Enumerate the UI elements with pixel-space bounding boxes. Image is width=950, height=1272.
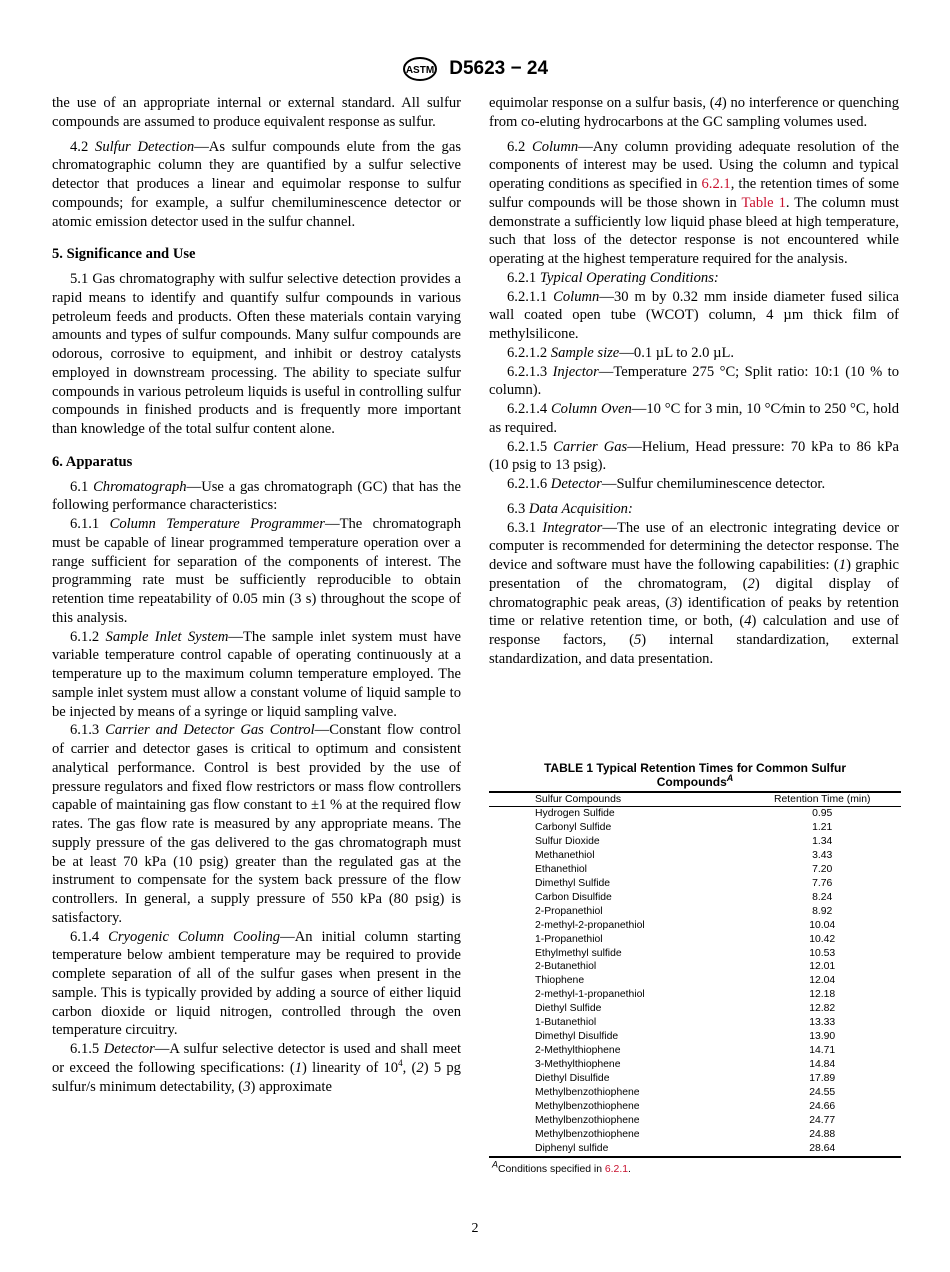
text-segment: —Sulfur chemiluminescence detector.	[601, 476, 826, 492]
text-segment: —10 °C for 3 min, 10 °C⁄min to 250 °C, hold as required.	[489, 401, 899, 436]
table-title-footnote-mark: A	[726, 773, 734, 783]
cross-reference-link[interactable]: Table 1	[741, 194, 786, 211]
text-segment: 5	[633, 632, 642, 648]
text-segment: —Use a gas chromatograph (GC) that has the following performance characteristics:	[52, 478, 461, 514]
table-row	[489, 1072, 901, 1086]
text-segment: . The column must demonstrate a sufficiently low liquid phase bleed at high temperature, such that loss of the detector response is not encountered while operating at the highest temperature required for the analysis.	[489, 194, 899, 267]
text-segment: —The chromatograph must be capable of linear programmed temperature operation over a range sufficient for separation of the components of interest. The programming rate must be sufficiently reproducible to obtain retention time repeatability of 0.05 min (3 s) throughout the scope of this analysis.	[52, 516, 461, 626]
text-segment: 6.2.1	[507, 269, 540, 286]
section-heading: 6. Apparatus	[52, 453, 133, 470]
text-segment: 6.2.1.3	[507, 363, 553, 380]
text-segment: —30 m by 0.32 mm inside diameter fused silica wall coated open tube (WCOT) column, 4 µm thick film of methylsilicone.	[489, 288, 900, 342]
footnote-text: Conditions specified in	[498, 1163, 605, 1175]
retention-time-cell: 24.66	[809, 1101, 836, 1113]
compound-cell: 1-Propanethiol	[535, 933, 603, 945]
paragraph	[52, 94, 461, 132]
retention-time-cell: 12.04	[809, 975, 836, 987]
compound-cell: 1-Butanethiol	[535, 1017, 597, 1029]
paragraph	[489, 500, 899, 519]
text-segment: ) 5 pg sulfur/s minimum detectability, (	[52, 1059, 461, 1095]
table-row	[489, 1030, 901, 1044]
text-segment: —Any column providing adequate resolution of the components of interest may be used. Using the column and typical operating conditions as specified in	[489, 138, 899, 192]
text-segment: ) no interference or quenching from co-eluting hydrocarbons at the GC sampling volumes used.	[489, 95, 899, 130]
text-segment: 1	[294, 1059, 303, 1076]
text-segment: 6.1.1	[70, 516, 110, 532]
svg-text:ASTM: ASTM	[405, 65, 435, 76]
retention-time-cell: 12.82	[809, 1003, 836, 1015]
compound-cell: Dimethyl Sulfide	[535, 877, 611, 889]
compound-cell: Methylbenzothiophene	[535, 1114, 640, 1126]
compound-cell: Ethylmethyl sulfide	[535, 947, 622, 959]
paragraph	[489, 138, 899, 269]
footnote-end: .	[628, 1163, 631, 1175]
text-segment: Carrier and Detector Gas Control	[105, 722, 315, 739]
text-segment: Integrator	[542, 519, 603, 536]
retention-time-cell: 8.92	[812, 905, 833, 917]
text-segment: 6.2.1.1	[507, 288, 554, 305]
compound-cell: 2-Propanethiol	[535, 905, 603, 917]
text-segment: 6.1.4	[70, 928, 109, 945]
text-segment: ) approximate	[250, 1078, 332, 1095]
paragraph	[52, 928, 461, 1041]
table-row	[489, 1100, 901, 1114]
paragraph	[52, 1040, 461, 1096]
retention-times-table	[489, 761, 901, 1175]
retention-time-cell: 0.95	[812, 808, 833, 819]
text-segment: —An initial column starting temperature below ambient temperature may be required to provide complete separation of all of the sulfur gases when present in the sample. This is typically provided by adding a source of either liquid carbon dioxide or liquid nitrogen, controlled through the oven temperature circuitry.	[52, 928, 461, 1039]
left-column	[52, 94, 461, 1096]
footnote-mark: A	[492, 1159, 499, 1170]
text-segment: the use of an appropriate internal or external standard. All sulfur compounds are assumed to produce equivalent response as sulfur.	[52, 95, 461, 130]
text-segment: Injector	[552, 363, 599, 380]
text-segment: 4	[714, 95, 722, 111]
table-row	[489, 1058, 901, 1072]
retention-time-cell: 10.53	[809, 947, 836, 959]
text-segment: Column	[531, 138, 579, 155]
text-segment: 4	[398, 1057, 403, 1068]
table-row	[489, 960, 901, 974]
text-segment: —As sulfur compounds elute from the gas chromatographic column they are quantified by a sulfur selective detector that produces a linear and equimolar response to sulfur compounds; for example, a sulfur chemiluminescence detector or atomic emission detector used in the sulfur channel.	[52, 138, 461, 230]
table-row	[489, 988, 901, 1002]
paragraph	[52, 270, 461, 439]
paragraph	[489, 288, 899, 344]
text-segment: 2	[416, 1059, 424, 1076]
table-row	[489, 891, 901, 905]
compound-cell: Methylbenzothiophene	[535, 1101, 640, 1113]
table-footnote	[489, 1159, 901, 1175]
text-segment: , the retention times of some sulfur compounds will be those shown in	[489, 176, 900, 211]
right-column	[489, 94, 899, 669]
retention-time-cell: 12.18	[809, 989, 836, 1001]
compound-cell: Carbonyl Sulfide	[535, 821, 612, 833]
compound-cell: Hydrogen Sulfide	[535, 808, 615, 819]
text-segment: —Constant flow control of carrier and detector gases is critical to optimum and consistent analytical performance. Control is best provided by the use of pressure regulators and fixed flow restrictors or mass flow controllers capable of maintaining gas flow constant to ±1 % at the required flow rates. The gas flow rate is measured by any appropriate means. The supply pressure of the gas delivered to the gas chromatograph must be at least 70 kPa (10 psig) greater than the regulated gas at the instrument to compensate for the system back pressure of the flow controllers. In general, a supply pressure of 550 kPa (80 psig) is satisfactory.	[52, 722, 461, 926]
page-header	[0, 56, 950, 82]
table-row	[489, 849, 901, 863]
retention-time-cell: 12.01	[809, 961, 836, 973]
footnote-link[interactable]: 6.2.1	[604, 1163, 628, 1175]
text-segment: , (	[402, 1059, 417, 1076]
compound-cell: Dimethyl Disulfide	[535, 1031, 619, 1043]
table-row	[489, 807, 901, 821]
compound-cell: 2-methyl-1-propanethiol	[535, 989, 645, 1001]
table-row	[489, 1128, 901, 1142]
table-row	[489, 877, 901, 891]
compound-cell: 2-Methylthiophene	[535, 1045, 621, 1057]
compound-cell: Thiophene	[535, 975, 585, 987]
text-segment: ) internal standardization, external standardization, and data presentation.	[489, 632, 899, 667]
paragraph	[489, 475, 899, 494]
text-segment: Typical Operating Conditions:	[539, 269, 719, 286]
table-row	[489, 1142, 901, 1157]
text-segment: 2	[747, 575, 755, 592]
retention-time-cell: 10.42	[809, 933, 836, 945]
text-segment: 4.2	[70, 138, 96, 155]
text-segment: ) linearity of 10	[302, 1059, 399, 1076]
compound-cell: Methylbenzothiophene	[535, 1087, 640, 1099]
text-segment: 6.2.1.2	[507, 344, 551, 361]
text-segment: Cryogenic Column Cooling	[108, 928, 281, 945]
text-segment: Carrier Gas	[553, 438, 628, 455]
paragraph	[489, 344, 899, 363]
text-segment: 3	[243, 1078, 251, 1095]
retention-time-cell: 13.33	[809, 1017, 836, 1029]
paragraph	[489, 519, 899, 669]
retention-time-cell: 14.84	[809, 1059, 836, 1071]
text-segment: 6.1.5	[70, 1041, 104, 1057]
astm-logo-icon	[402, 56, 438, 82]
text-segment: 6.1	[70, 478, 94, 495]
paragraph	[489, 269, 899, 288]
compound-cell: Diethyl Sulfide	[535, 1003, 602, 1015]
text-segment: 6.2.1.5	[507, 438, 554, 455]
retention-time-cell: 1.34	[812, 835, 833, 847]
retention-time-cell: 17.89	[809, 1073, 836, 1085]
table-row	[489, 1002, 901, 1016]
compound-cell: 3-Methylthiophene	[535, 1059, 621, 1071]
paragraph	[52, 721, 461, 927]
text-segment: 1	[838, 557, 847, 573]
text-segment: —0.1 µL to 2.0 µL.	[619, 344, 735, 361]
retention-time-cell: 24.77	[809, 1114, 836, 1126]
compound-cell: Ethanethiol	[535, 863, 587, 875]
text-segment: 6.1.2	[70, 628, 106, 645]
table-row	[489, 863, 901, 877]
retention-time-cell: 14.71	[809, 1045, 836, 1057]
compound-cell: Diethyl Disulfide	[535, 1073, 610, 1085]
table-row	[489, 919, 901, 933]
retention-time-cell: 13.90	[809, 1031, 836, 1043]
text-segment: Detector	[103, 1041, 155, 1057]
retention-time-cell: 7.20	[812, 863, 833, 875]
table-title	[489, 761, 901, 789]
text-segment: Sample size	[550, 344, 620, 361]
table-title-text: TABLE 1 Typical Retention Times for Common Sulfur Compounds	[543, 761, 847, 789]
compound-cell: Sulfur Dioxide	[535, 835, 600, 847]
column-header-compound: Sulfur Compounds	[489, 792, 743, 807]
compound-cell: Carbon Disulfide	[535, 891, 612, 903]
text-segment: Sample Inlet System	[105, 628, 229, 645]
text-segment: ) identification of peaks by retention time or relative retention time, or both, (	[489, 594, 899, 630]
text-segment: 6.2.1.4	[507, 401, 551, 417]
paragraph	[489, 363, 899, 401]
retention-time-cell: 1.21	[812, 821, 833, 833]
retention-time-cell: 7.76	[812, 877, 833, 889]
compound-cell: Methanethiol	[535, 849, 595, 861]
column-header-retention: Retention Time (min)	[743, 792, 901, 807]
text-segment: Detector	[550, 476, 602, 492]
table-row	[489, 974, 901, 988]
table-row	[489, 1044, 901, 1058]
text-segment: ) calculation and use of response factors, (	[489, 613, 900, 648]
compound-cell: Diphenyl sulfide	[535, 1142, 609, 1154]
table-row	[489, 835, 901, 849]
text-segment: 6.3.1	[507, 519, 543, 536]
text-segment: —Helium, Head pressure: 70 kPa to 86 kPa (10 psig to 13 psig).	[489, 438, 899, 474]
retention-time-cell: 10.04	[809, 919, 836, 931]
text-segment: 4	[744, 613, 752, 630]
retention-time-cell: 24.55	[809, 1087, 836, 1099]
cross-reference-link[interactable]: 6.2.1	[701, 176, 731, 192]
table-row	[489, 947, 901, 961]
text-segment: 6.2.1.6	[507, 476, 551, 492]
paragraph	[52, 628, 461, 722]
text-segment: —The sample inlet system must have variable temperature control capable of operating continuously at a temperature up to the maximum column temperature employed. The sample inlet system must allow a constant volume of liquid sample to be injected by means of a syringe or liquid sampling valve.	[52, 628, 462, 720]
text-segment: 5.1 Gas chromatography with sulfur selective detection provides a rapid means to identify and quantify sulfur compounds in various petroleum feeds and products. Often these materials contain varying amounts and types of sulfur compounds. Many sulfur compounds are odorous, corrosive to equipment, and inhibit or destroy catalysts employed in downstream processing. The ability to speciate sulfur compounds in various petroleum liquids is useful in controlling sulfur compounds in finished products and is frequently more important than knowledge of the total sulfur content alone.	[52, 271, 461, 437]
paragraph	[489, 438, 899, 476]
text-segment: 6.2	[507, 138, 532, 155]
page-number: 2	[471, 1221, 479, 1236]
compound-cell: 2-Butanethiol	[535, 961, 597, 973]
text-segment: —A sulfur selective detector is used and shall meet or exceed the following specifications: (	[52, 1041, 461, 1076]
paragraph	[52, 138, 461, 232]
table-row	[489, 1086, 901, 1100]
table-row	[489, 821, 901, 835]
text-segment: 6.3	[507, 500, 529, 517]
table-row	[489, 933, 901, 947]
paragraph	[489, 400, 899, 438]
retention-time-cell: 3.43	[812, 849, 833, 861]
table-row	[489, 1016, 901, 1030]
text-segment: —The use of an electronic integrating device or computer is recommended for determining the detector response. The device and software must have the following capabilities: (	[489, 519, 899, 573]
paragraph	[489, 94, 899, 132]
retention-time-cell: 8.24	[812, 891, 833, 903]
retention-time-cell: 24.88	[809, 1128, 836, 1140]
text-segment: ) digital display of chromatographic peak areas, (	[489, 575, 899, 611]
paragraph	[52, 478, 461, 516]
text-segment: Column	[553, 288, 600, 305]
paragraph	[52, 515, 461, 628]
compound-cell: 2-methyl-2-propanethiol	[535, 919, 645, 931]
retention-time-cell: 28.64	[809, 1142, 836, 1154]
section-heading: 5. Significance and Use	[52, 246, 196, 263]
text-segment: equimolar response on a sulfur basis, (	[489, 95, 715, 111]
text-segment: 6.1.3	[70, 722, 106, 739]
text-segment: ) graphic presentation of the chromatogram, (	[489, 557, 899, 592]
text-segment: Column Temperature Programmer	[109, 516, 325, 532]
text-segment: Chromatograph	[93, 478, 187, 495]
text-segment: Data Acquisition:	[528, 500, 633, 517]
text-segment: —Temperature 275 °C; Split ratio: 10:1 (10 % to column).	[489, 363, 900, 399]
table-row	[489, 905, 901, 919]
compound-cell: Methylbenzothiophene	[535, 1128, 640, 1140]
text-segment: 3	[670, 594, 678, 611]
text-segment: Sulfur Detection	[95, 138, 195, 155]
text-segment: Column Oven	[550, 401, 632, 417]
document-designation: D5623 − 24	[449, 58, 549, 79]
table-row	[489, 1114, 901, 1128]
